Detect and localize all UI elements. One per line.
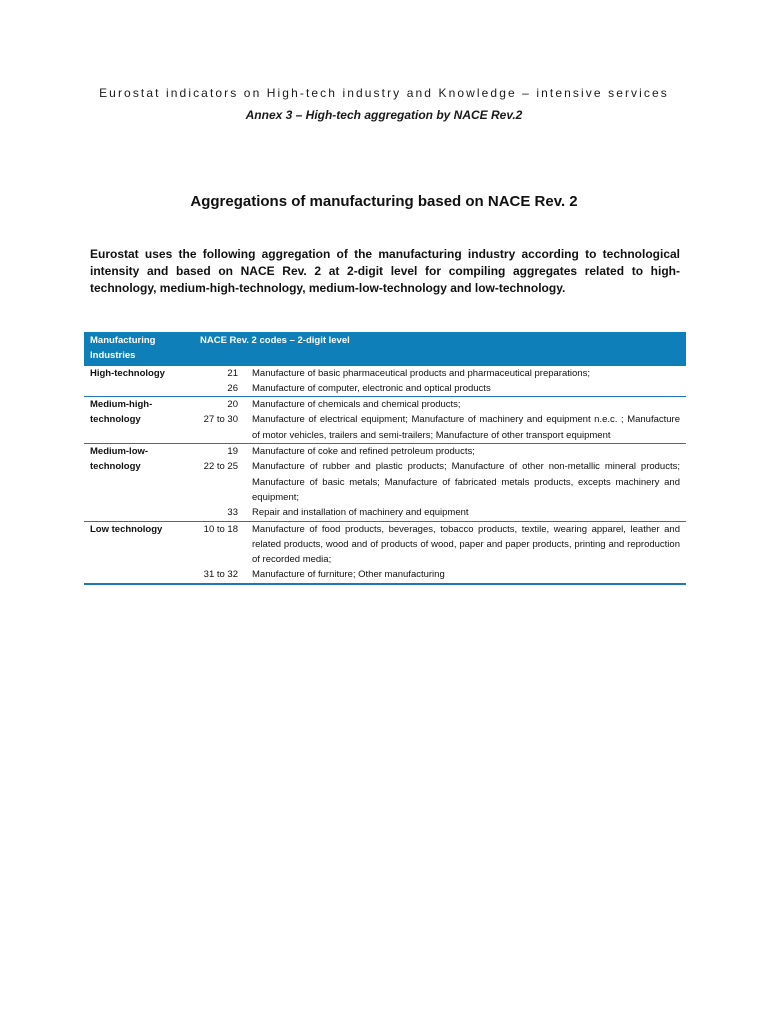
code-cell: 10 to 18: [188, 521, 246, 567]
code-cell: 27 to 30: [203, 414, 238, 426]
header-industries: Manufacturing Industries: [84, 332, 188, 365]
section-title: Aggregations of manufacturing based on NACE Rev. 2: [190, 193, 578, 210]
code-cell: 31 to 32: [203, 569, 238, 581]
code-cell: 33: [227, 507, 238, 519]
table-row: [84, 444, 686, 460]
code-cell: 22 to 25: [203, 461, 238, 473]
description-cell: Repair and installation of machinery and equipment: [252, 507, 469, 519]
industry-cell: Medium-high-technology: [84, 397, 188, 444]
description-cell: Manufacture of rubber and plastic products; Manufacture of other non-metallic mineral products; Manufacture of basic metals; Manufacture of fabricated metals products, excepts machinery and equipment;: [252, 461, 680, 503]
description-cell: Manufacture of coke and refined petroleum products;: [246, 444, 686, 460]
description-cell: Manufacture of basic pharmaceutical products and pharmaceutical preparations;: [246, 365, 686, 381]
industry-cell: Medium-low-technology: [84, 444, 188, 521]
description-cell: Manufacture of chemicals and chemical products;: [246, 397, 686, 413]
table-row: [84, 521, 686, 567]
annex-subtitle: Annex 3 – High-tech aggregation by NACE Rev.2: [245, 108, 523, 122]
table-header-row: [84, 332, 686, 365]
industry-cell: Low technology: [84, 521, 188, 583]
industry-cell: High-technology: [84, 365, 188, 397]
code-cell: 26: [227, 382, 238, 394]
description-cell: Manufacture of food products, beverages, tobacco products, textile, wearing apparel, leather and related products, wood and of products of wood, paper and paper products, printing and reproduction of recorded media;: [246, 521, 686, 567]
aggregation-table: [84, 332, 686, 585]
intro-paragraph: Eurostat uses the following aggregation of the manufacturing industry according to technological intensity and based on NACE Rev. 2 at 2-digit level for compiling aggregates related to high-technology, medium-high-technology, medium-low-technology and low-technology.: [90, 247, 680, 295]
code-cell: 21: [188, 365, 246, 381]
document-header-title: Eurostat indicators on High-tech industry and Knowledge – intensive services: [99, 86, 669, 100]
table-row: [84, 397, 686, 413]
code-cell: 20: [188, 397, 246, 413]
table-row: [84, 365, 686, 381]
description-cell: Manufacture of furniture; Other manufacturing: [252, 569, 445, 581]
header-nace-codes: NACE Rev. 2 codes – 2-digit level: [188, 332, 686, 365]
description-cell: Manufacture of computer, electronic and optical products: [252, 382, 491, 394]
description-cell: Manufacture of electrical equipment; Manufacture of machinery and equipment n.e.c. ; Manufacture of motor vehicles, trailers and semi-trailers; Manufacture of other transport equipment: [252, 414, 680, 441]
code-cell: 19: [188, 444, 246, 460]
